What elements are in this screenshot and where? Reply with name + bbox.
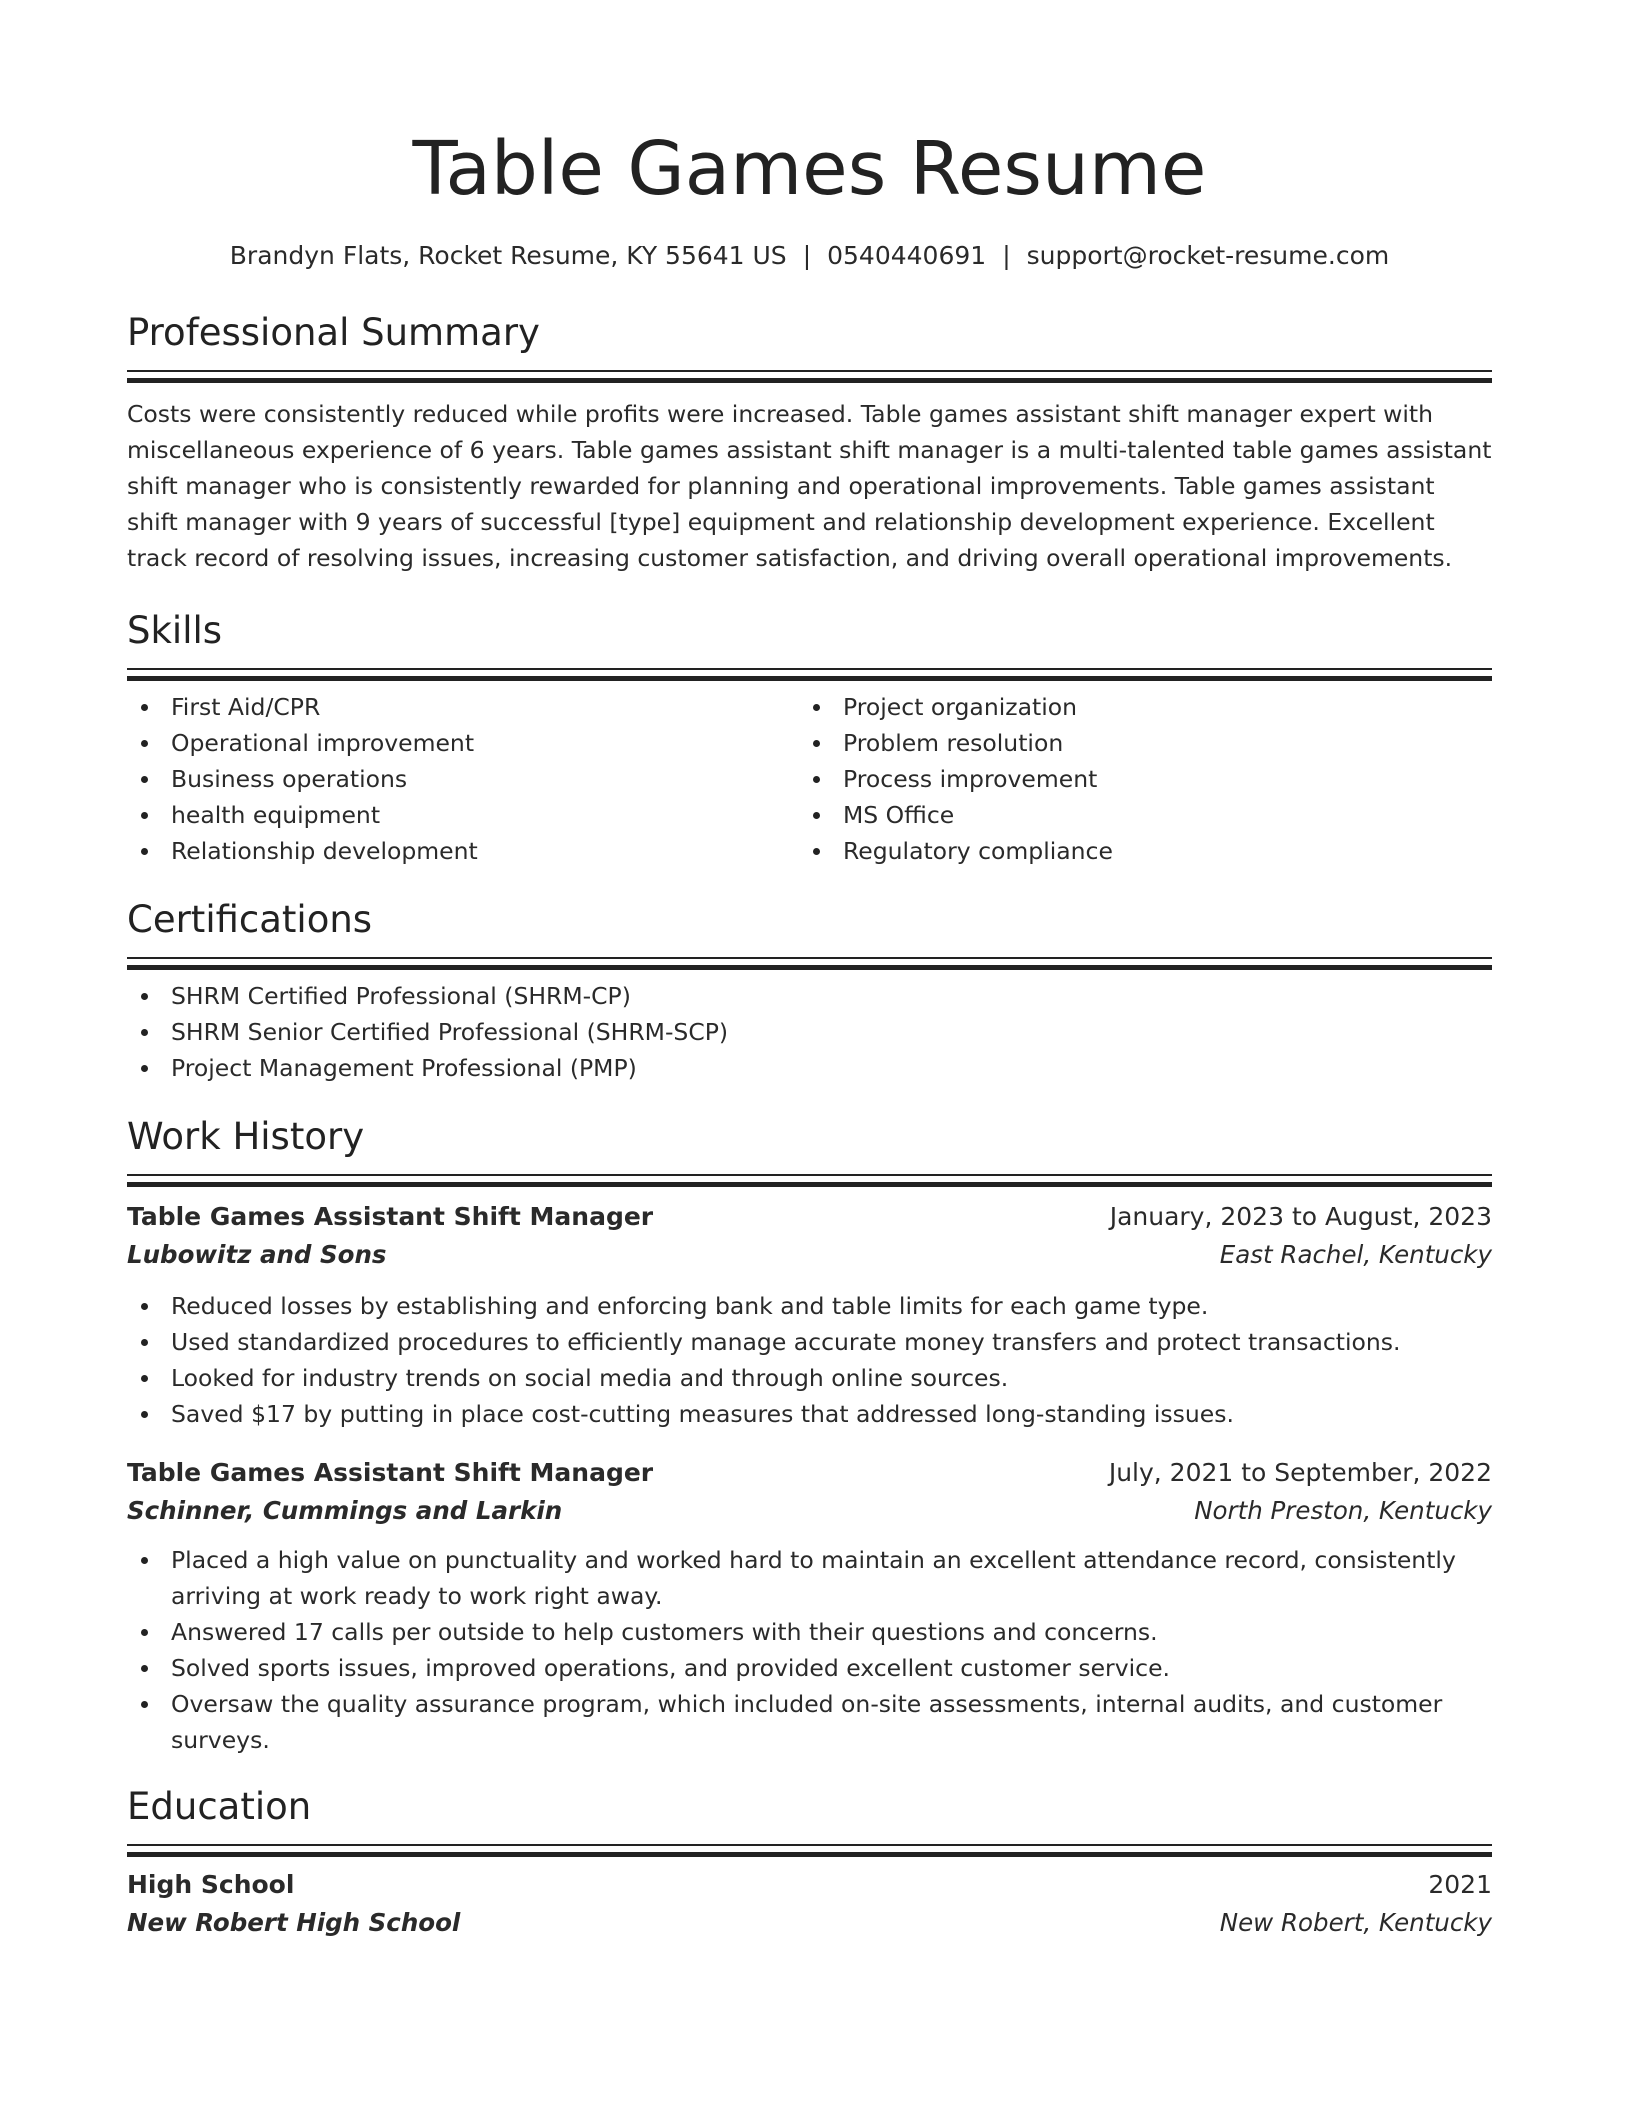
section-divider: [127, 668, 1492, 674]
section-heading-skills: Skills: [127, 609, 223, 652]
certifications-section: [127, 897, 1492, 1086]
job-location: North Preston, Kentucky: [1194, 1496, 1492, 1525]
skill-item: Process improvement: [799, 761, 1471, 797]
education-entry: [127, 1866, 1492, 1942]
job-duty-item: Looked for industry trends on social media and through online sources.: [127, 1360, 1492, 1396]
resume-title: Table Games Resume: [412, 126, 1207, 212]
contact-line: [127, 240, 1492, 272]
school-name: New Robert High School: [127, 1908, 461, 1937]
skill-item: Regulatory compliance: [799, 833, 1471, 869]
section-heading-summary: Professional Summary: [127, 311, 540, 354]
skill-item: Relationship development: [127, 833, 799, 869]
company-name: Lubowitz and Sons: [127, 1240, 387, 1269]
contact-email: support@rocket-resume.com: [1026, 241, 1390, 270]
section-heading-certifications: Certifications: [127, 898, 373, 941]
skill-item: health equipment: [127, 797, 799, 833]
job-title: Table Games Assistant Shift Manager: [127, 1202, 654, 1231]
skill-item: First Aid/CPR: [127, 689, 799, 725]
contact-phone: 0540440691: [827, 241, 987, 270]
skill-item: Problem resolution: [799, 725, 1471, 761]
section-divider: [127, 1174, 1492, 1180]
job-location: East Rachel, Kentucky: [1219, 1240, 1492, 1269]
certification-item: SHRM Certified Professional (SHRM-CP): [127, 978, 1492, 1014]
contact-separator: |: [1002, 241, 1011, 270]
skills-columns: [127, 689, 1492, 869]
certification-item: SHRM Senior Certified Professional (SHRM-SCP): [127, 1014, 1492, 1050]
job-title: Table Games Assistant Shift Manager: [127, 1458, 654, 1487]
job-duty-item: Solved sports issues, improved operations, and provided excellent customer service.: [127, 1650, 1492, 1686]
skill-item: Business operations: [127, 761, 799, 797]
job-duties-list: [127, 1288, 1492, 1432]
degree-name: High School: [127, 1870, 295, 1899]
job-duty-item: Used standardized procedures to efficiently manage accurate money transfers and protect transactions.: [127, 1324, 1492, 1360]
job-dates: July, 2021 to September, 2022: [1108, 1458, 1492, 1487]
certifications-list: [127, 978, 1492, 1086]
skills-list-right: [799, 689, 1471, 869]
skill-item: MS Office: [799, 797, 1471, 833]
section-divider: [127, 957, 1492, 963]
job-entry: [127, 1198, 1492, 1432]
job-duty-item: Saved $17 by putting in place cost-cutting measures that addressed long-standing issues.: [127, 1396, 1492, 1432]
graduation-year: 2021: [1428, 1870, 1492, 1899]
job-duty-item: Answered 17 calls per outside to help customers with their questions and concerns.: [127, 1614, 1492, 1650]
section-heading-work-history: Work History: [127, 1115, 365, 1158]
section-divider: [127, 370, 1492, 376]
company-name: Schinner, Cummings and Larkin: [127, 1496, 563, 1525]
school-location: New Robert, Kentucky: [1219, 1908, 1492, 1937]
education-section: [127, 1784, 1492, 1942]
job-duty-item: Oversaw the quality assurance program, which included on-site assessments, internal audits, and customer surveys.: [127, 1686, 1492, 1758]
resume-page: [127, 0, 1492, 1942]
skills-section: [127, 608, 1492, 869]
work-history-section: [127, 1114, 1492, 1758]
skill-item: Project organization: [799, 689, 1471, 725]
section-divider: [127, 1844, 1492, 1850]
contact-address: Brandyn Flats, Rocket Resume, KY 55641 US: [229, 241, 787, 270]
job-duty-item: Reduced losses by establishing and enforcing bank and table limits for each game type.: [127, 1288, 1492, 1324]
skills-list-left: [127, 689, 799, 869]
skill-item: Operational improvement: [127, 725, 799, 761]
certification-item: Project Management Professional (PMP): [127, 1050, 1492, 1086]
summary-text: Costs were consistently reduced while profits were increased. Table games assistant shift manager expert with miscellaneous experience of 6 years. Table games assistant shift manager is a multi-talented table games assistant shift manager who is consistently rewarded for planning and operational improvements. Table games assistant shift manager with 9 years of successful [type] equipment and relationship development experience. Excellent track record of resolving issues, increasing customer satisfaction, and driving overall operational improvements.: [127, 400, 1492, 572]
job-duty-item: Placed a high value on punctuality and worked hard to maintain an excellent attendance record, consistently arriving at work ready to work right away.: [127, 1542, 1492, 1614]
job-dates: January, 2023 to August, 2023: [1109, 1202, 1492, 1231]
contact-separator: |: [802, 241, 812, 270]
summary-section: [127, 310, 1492, 576]
job-entry: [127, 1454, 1492, 1758]
job-duties-list: [127, 1542, 1492, 1758]
section-heading-education: Education: [127, 1785, 312, 1828]
